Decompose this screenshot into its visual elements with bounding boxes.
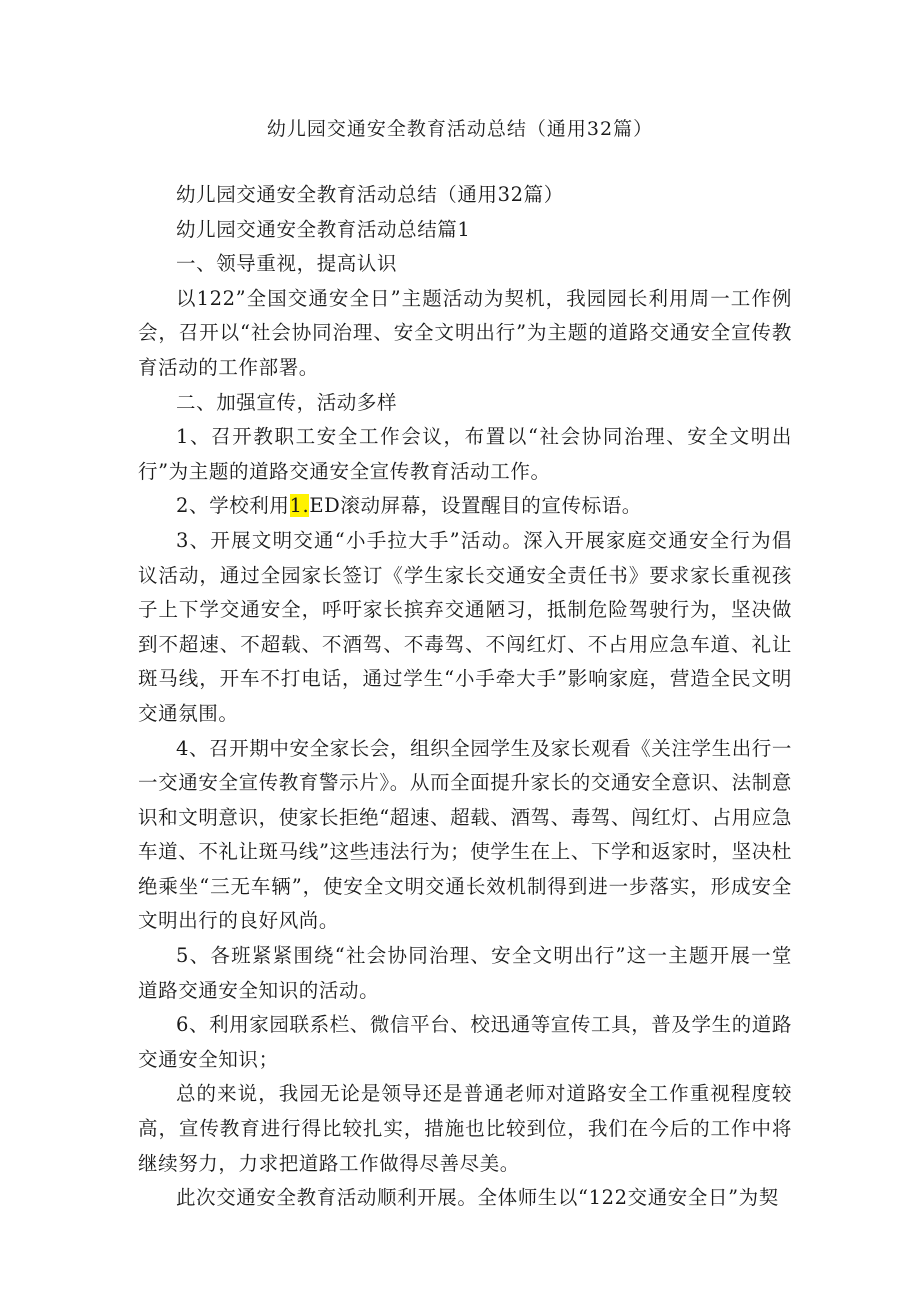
paragraph-item-2 — [138, 489, 792, 524]
document-title: 幼儿园交通安全教育活动总结（通用32篇） — [266, 118, 654, 140]
paragraph-summary: 总的来说，我园无论是领导还是普通老师对道路安全工作重视程度较高，宣传教育进行得比较扎实，措施也比较到位，我们在今后的工作中将继续努力，力求把道路工作做得尽善尽美。 — [138, 1082, 792, 1175]
highlighted-text: 1. — [289, 494, 310, 518]
paragraph-item-3: 3、开展文明交通“小手拉大手”活动。深入开展家庭交通安全行为倡议活动，通过全园家长签订《学生家长交通安全责任书》要求家长重视孩子上下学交通安全，呼吁家长摈弃交通陋习，抵制危险驾驶行为，坚决做到不超速、不超载、不酒驾、不毒驾、不闯红灯、不占用应急车道、礼让斑马线，开车不打电话，通过学生“小手牵大手”影响家庭，营造全民文明交通氛围。 — [138, 528, 792, 725]
item-2-after: ED滚动屏幕，设置醒目的宣传标语。 — [309, 494, 642, 518]
document-body — [138, 178, 792, 1216]
paragraph-heading-1: 一、领导重视，提高认识 — [176, 252, 398, 276]
paragraph-section-title: 幼儿园交通安全教育活动总结篇1 — [176, 217, 471, 241]
paragraph-subtitle: 幼儿园交通安全教育活动总结（通用32篇） — [176, 183, 564, 206]
paragraph-closing: 此次交通安全教育活动顺利开展。全体师生以“122交通安全日”为契 — [176, 1186, 779, 1210]
paragraph-item-4: 4、召开期中安全家长会，组织全园学生及家长观看《关注学生出行一一交通安全宣传教育警示片》。从而全面提升家长的交通安全意识、法制意识和文明意识，使家长拒绝“超速、超载、酒驾、毒驾、闯红灯、占用应急车道、不礼让斑马线”这些违法行为；使学生在上、下学和返家时，坚决杜绝乘坐“三无车辆”，使安全文明交通长效机制得到进一步落实，形成安全文明出行的良好风尚。 — [138, 736, 793, 933]
paragraph-item-5: 5、各班紧紧围绕“社会协同治理、安全文明出行”这一主题开展一堂道路交通安全知识的活动。 — [138, 944, 792, 1002]
paragraph-heading-2: 二、加强宣传，活动多样 — [176, 390, 398, 414]
paragraph-intro: 以122”全国交通安全日”主题活动为契机，我园园长利用周一工作例会，召开以“社会协同治理、安全文明出行”为主题的道路交通安全宣传教育活动的工作部署。 — [138, 286, 792, 379]
item-2-before: 2、学校利用 — [176, 494, 290, 518]
paragraph-item-1: 1、召开教职工安全工作会议，布置以“社会协同治理、安全文明出行”为主题的道路交通安全宣传教育活动工作。 — [138, 425, 792, 483]
paragraph-item-6: 6、利用家园联系栏、微信平台、校迅通等宣传工具，普及学生的道路交通安全知识； — [138, 1013, 793, 1071]
